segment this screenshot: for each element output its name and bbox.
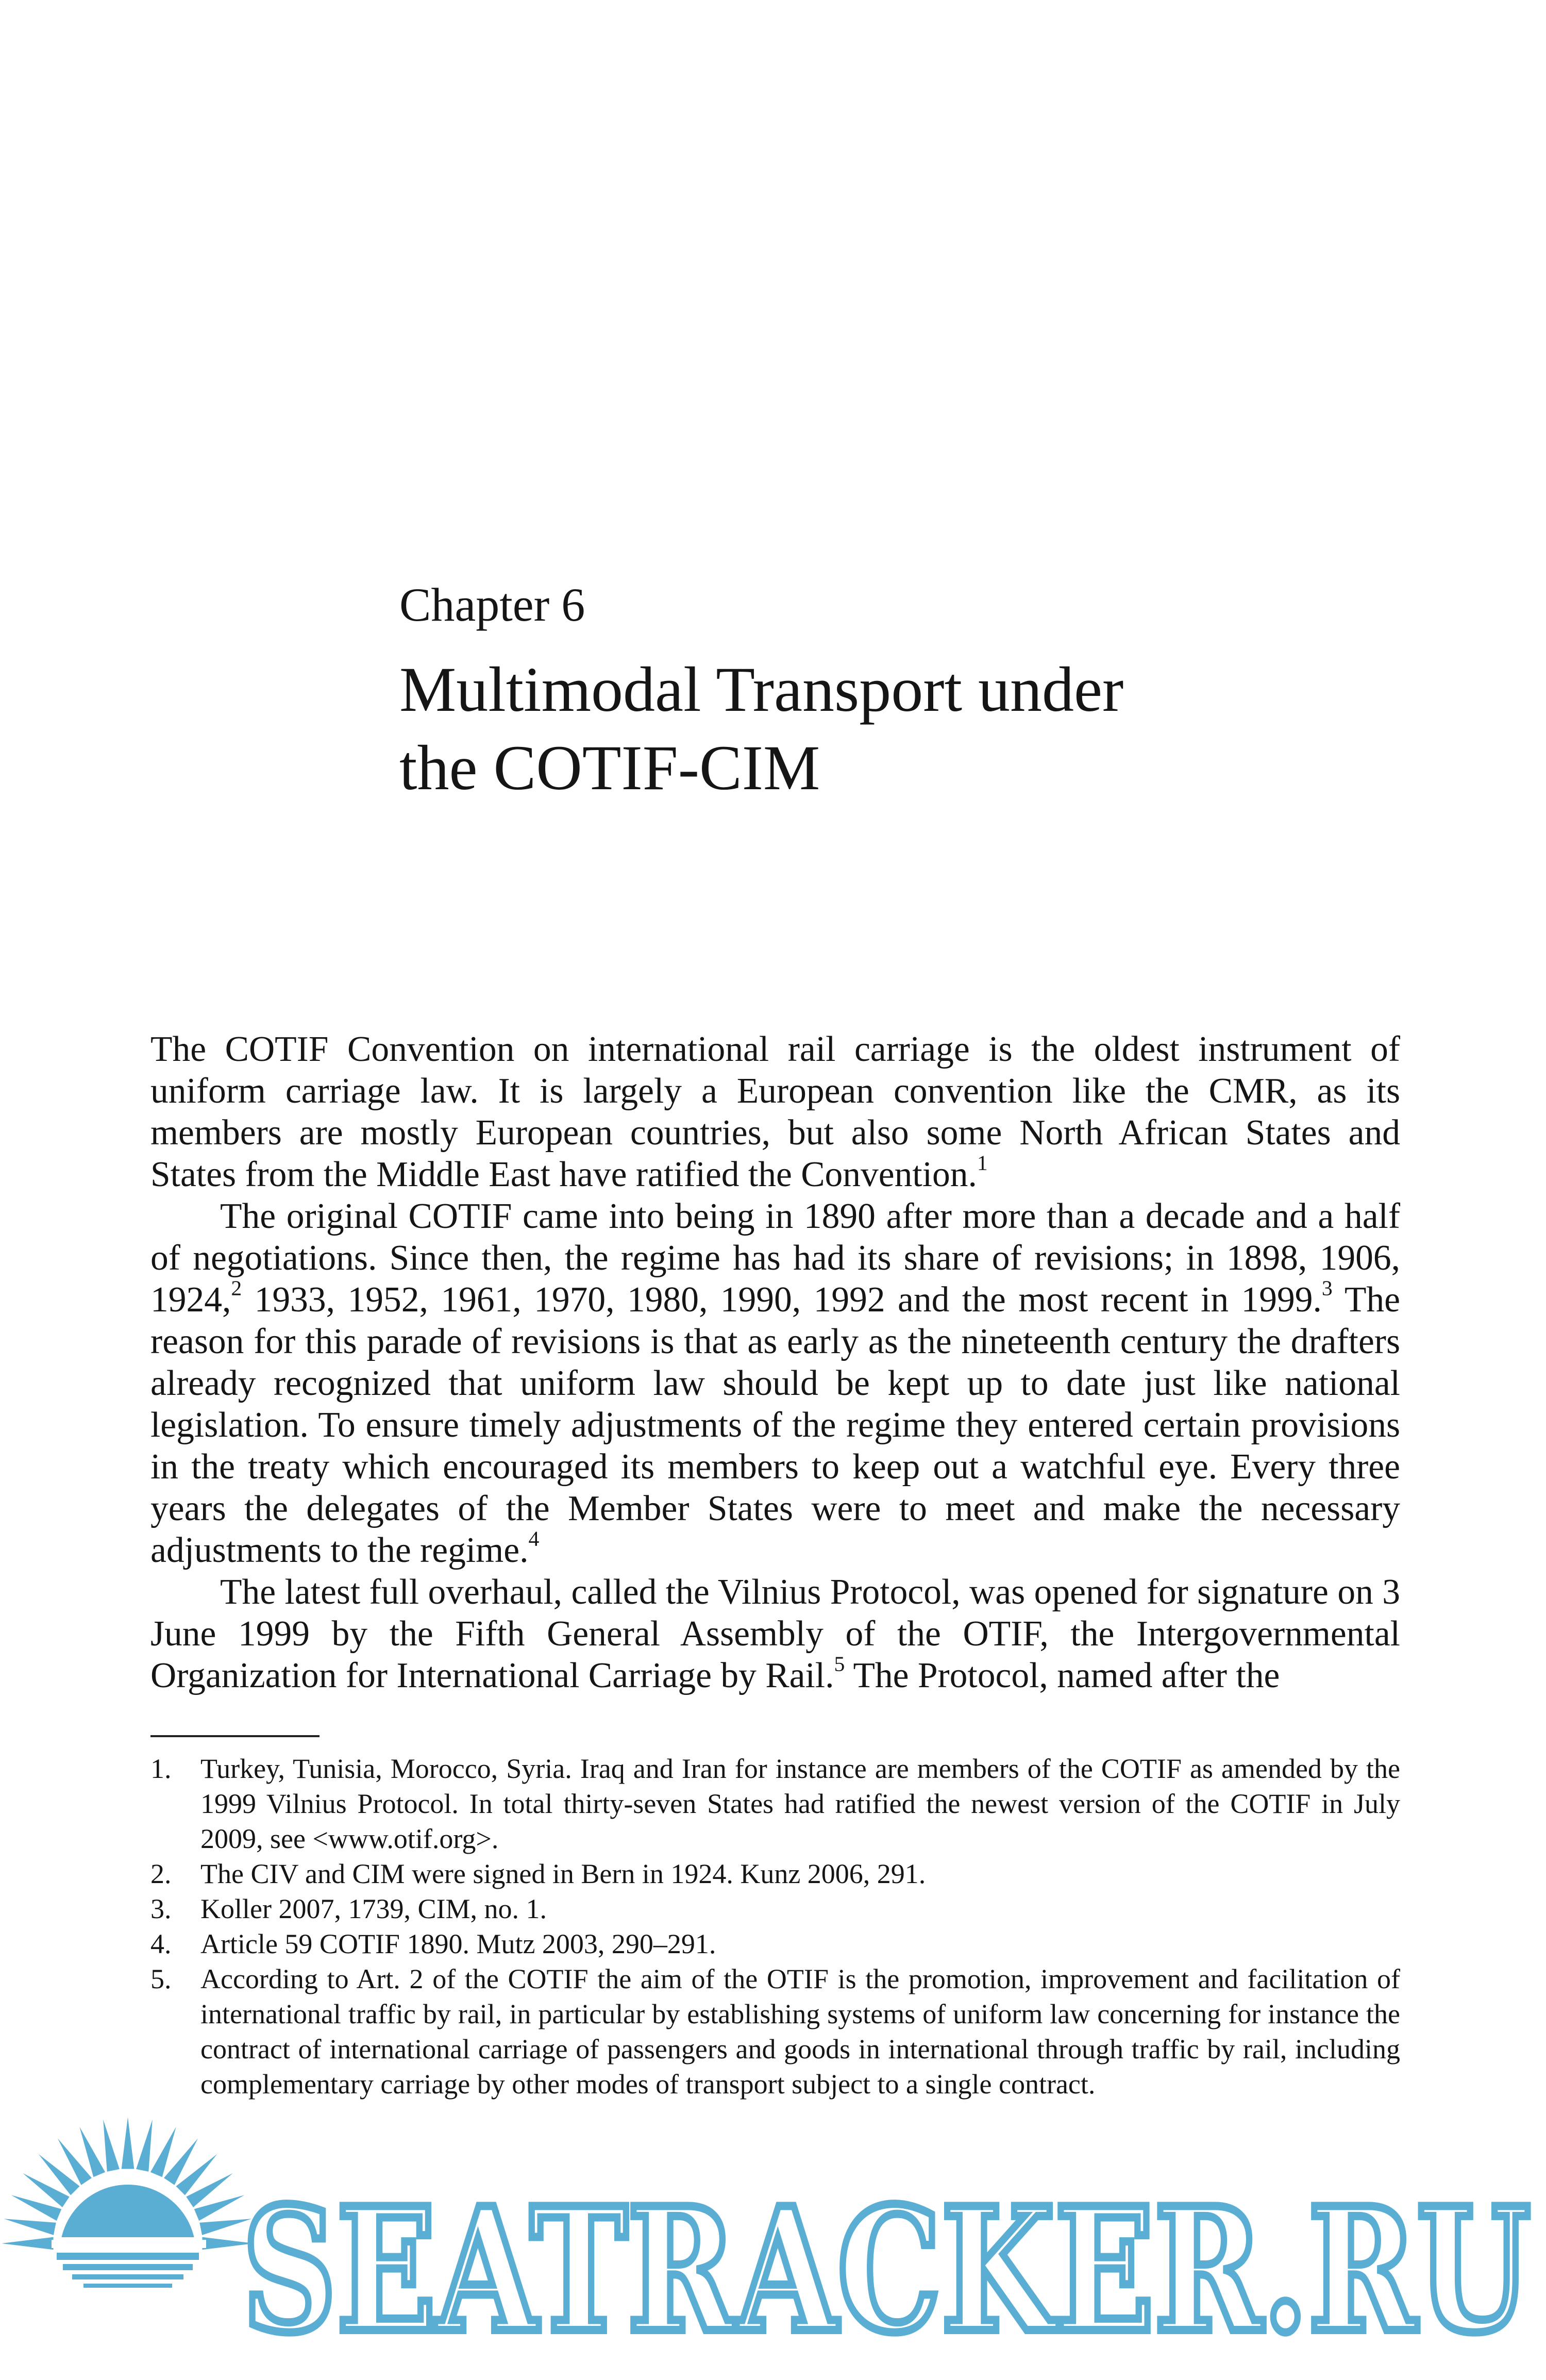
sun-ray xyxy=(103,2120,120,2172)
watermark-text: SEATRACKER.RU xyxy=(242,2170,1531,2370)
watermark xyxy=(0,2108,1546,2380)
paragraph-2 xyxy=(150,1195,1400,1571)
footnote-item xyxy=(150,1891,1400,1926)
footnote-number: 3. xyxy=(150,1893,172,1924)
footnote-text: Article 59 COTIF 1890. Mutz 2003, 290–291. xyxy=(200,1928,716,1959)
footnote-text: According to Art. 2 of the COTIF the aim of the OTIF is the promotion, improvement and facilitation of international traffic by rail, in particular by establishing systems of uniform law concerning for instance the contract of international carriage of passengers and goods in international through traffic by rail, including complementary carriage by other modes of transport subject to a single contract. xyxy=(200,1963,1400,2100)
footnotes xyxy=(150,1751,1400,2102)
footnote-number: 5. xyxy=(150,1963,172,1994)
sun-ray xyxy=(2,2237,54,2250)
paragraph-2-text-b: 1933, 1952, 1961, 1970, 1980, 1990, 1992 and the most recent in 1999. xyxy=(242,1280,1322,1320)
paragraph-2-text-a: The original COTIF came into being in 1890 after more than a decade and a half of negotiations. Since then, the regime has had its share of revisions; in 1898, 1906, 1924, xyxy=(150,1196,1400,1320)
footnote-ref-1: 1 xyxy=(977,1151,988,1175)
footnote-item xyxy=(150,1856,1400,1891)
footnote-number: 4. xyxy=(150,1928,172,1959)
sun-ray xyxy=(122,2117,135,2169)
footnote-number: 2. xyxy=(150,1858,172,1889)
sun-logo-icon xyxy=(2,2117,254,2321)
paragraph-3-text-a: The latest full overhaul, called the Vilnius Protocol, was opened for signature on 3 June 1999 by the Fifth General Assembly of the OTIF, the Intergovernmental Organization for International Carriage by Rail. xyxy=(150,1572,1400,1695)
footnote-ref-2: 2 xyxy=(231,1276,242,1301)
chapter-title xyxy=(399,651,1123,807)
footnote-divider xyxy=(150,1735,320,1737)
paragraph-3-text-b: The Protocol, named after the xyxy=(845,1656,1280,1695)
paragraph-1-text: The COTIF Convention on international rail carriage is the oldest instrument of uniform carriage law. It is largely a European convention like the CMR, as its members are mostly European countries, but also some North African States and States from the Middle East have ratified the Convention. xyxy=(150,1029,1400,1194)
footnote-number: 1. xyxy=(150,1753,172,1784)
paragraph-1 xyxy=(150,1028,1400,1195)
chapter-title-line-1: Multimodal Transport under xyxy=(399,654,1124,725)
footnote-text: The CIV and CIM were signed in Bern in 1924. Kunz 2006, 291. xyxy=(200,1858,926,1889)
footnote-ref-5: 5 xyxy=(834,1652,845,1676)
chapter-title-line-2: the COTIF-CIM xyxy=(399,733,820,803)
footnote-ref-4: 4 xyxy=(528,1527,540,1551)
paragraph-2-text-c: The reason for this parade of revisions is that as early as the nineteenth century the drafters already recognized that uniform law should be kept up to date just like national legislation. To ensure timely adjustments of the regime they entered certain provisions in the treaty which encouraged its members to keep out a watchful eye. Every three years the delegates of the Member States were to meet and make the necessary adjustments to the regime. xyxy=(150,1280,1400,1570)
sun-ray xyxy=(136,2120,153,2172)
body-text xyxy=(150,1028,1400,1696)
footnote-item xyxy=(150,1961,1400,2102)
footnote-text: Koller 2007, 1739, CIM, no. 1. xyxy=(200,1893,547,1924)
footnote-item xyxy=(150,1751,1400,1856)
footnote-item xyxy=(150,1926,1400,1961)
paragraph-3 xyxy=(150,1571,1400,1696)
footnote-text: Turkey, Tunisia, Morocco, Syria. Iraq and Iran for instance are members of the COTIF as amended by the 1999 Vilnius Protocol. In total thirty-seven States had ratified the newest version of the COTIF in July 2009, see <www.otif.org>. xyxy=(200,1753,1400,1854)
footnote-ref-3: 3 xyxy=(1321,1276,1333,1301)
sun-ray xyxy=(4,2219,56,2235)
chapter-label: Chapter 6 xyxy=(399,578,585,631)
